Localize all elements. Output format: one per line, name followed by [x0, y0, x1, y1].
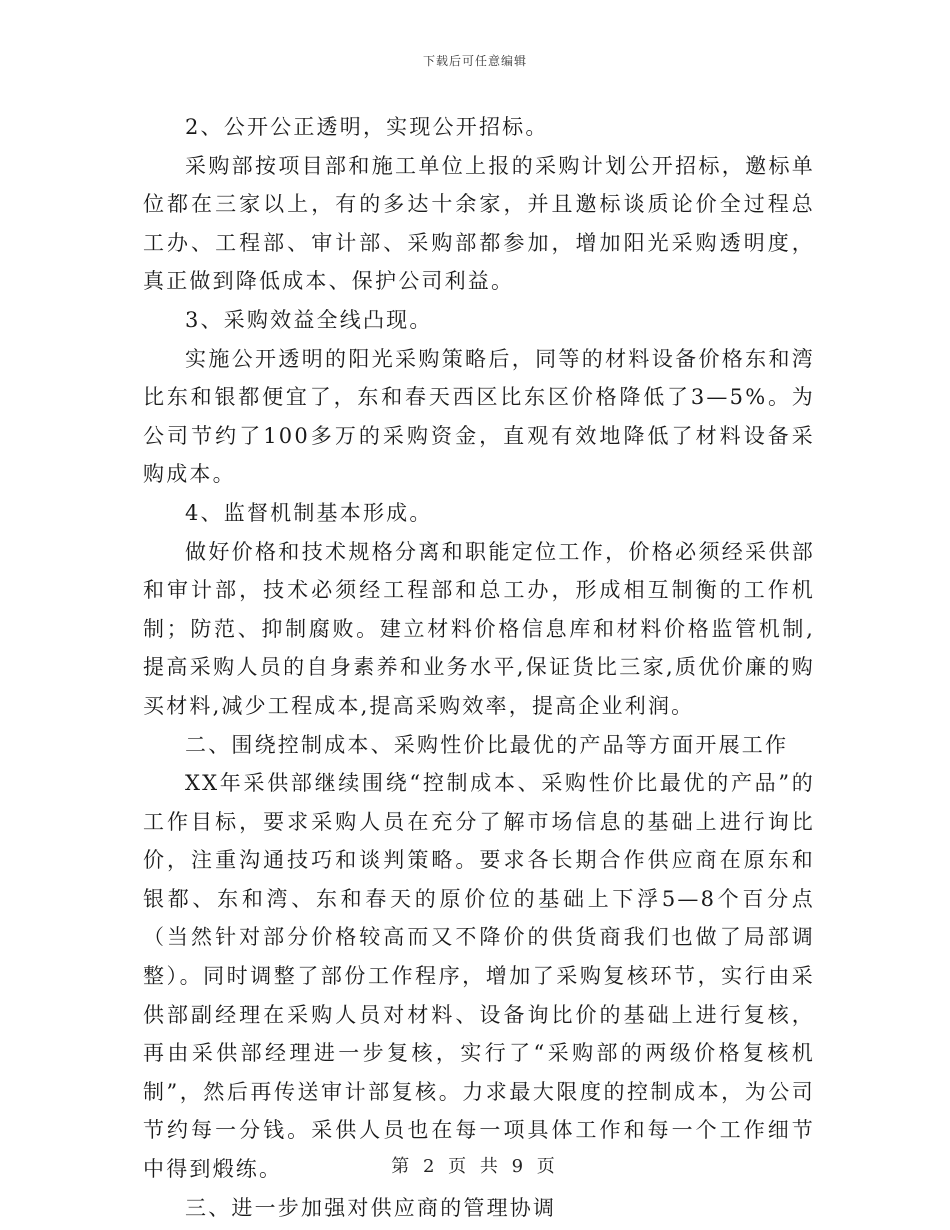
- section-heading-cost-control: 二、围绕控制成本、采购性价比最优的产品等方面开展工作: [185, 732, 789, 757]
- paragraph-open-tender: 采购部按项目部和施工单位上报的采购计划公开招标，邀标单位都在三家以上，有的多达十余家，并且邀标谈质论价全过程总工办、工程部、审计部、采购部都参加，增加阳光采购透明度，真正做到降低成本、保护公司利益。: [143, 153, 815, 294]
- header-note: 下载后可任意编辑: [422, 54, 527, 68]
- paragraph-cost-control: XX年采供部继续围绕“控制成本、采购性价比最优的产品”的工作目标，要求采购人员在充分了解市场信息的基础上进行询比价，注重沟通技巧和谈判策略。要求各长期合作供应商在原东和银都、东和湾、东和春天的原价位的基础上下浮5—8个百分点（当然针对部分价格较高而又不降价的供货商我们也做了局部调整）。同时调整了部份工作程序，增加了采购复核环节，实行由采供部副经理在采购人员对材料、设备询比价的基础上进行复核，再由采供部经理进一步复核，实行了“采购部的两级价格复核机制”，然后再传送审计部复核。力求最大限度的控制成本，为公司节约每一分钱。采供人员也在每一项具体工作和每一个工作细节中得到煅练。: [143, 771, 815, 1182]
- paragraph-procurement-benefit: 实施公开透明的阳光采购策略后，同等的材料设备价格东和湾比东和银都便宜了，东和春天西区比东区价格降低了3—5%。为公司节约了100多万的采购资金，直观有效地降低了材料设备采购成本。: [143, 346, 815, 487]
- paragraph-supervision: 做好价格和技术规格分离和职能定位工作，价格必须经采供部和审计部，技术必须经工程部和总工办，形成相互制衡的工作机制；防范、抑制腐败。建立材料价格信息库和材料价格监管机制,提高采购人员的自身素养和业务水平,保证货比三家,质优价廉的购买材料,减少工程成本,提高采购效率，提高企业利润。: [143, 539, 815, 718]
- page-number: 第 2 页 共 9 页: [391, 1156, 559, 1177]
- section-heading-supervision: 4、监督机制基本形成。: [185, 500, 433, 525]
- document-body: [143, 108, 815, 1227]
- section-heading-open-tender: 2、公开公正透明，实现公开招标。: [185, 115, 549, 139]
- section-heading-procurement-benefit: 3、采购效益全线凸现。: [185, 307, 433, 332]
- section-heading-supplier-management: 三、进一步加强对供应商的管理协调: [185, 1195, 557, 1220]
